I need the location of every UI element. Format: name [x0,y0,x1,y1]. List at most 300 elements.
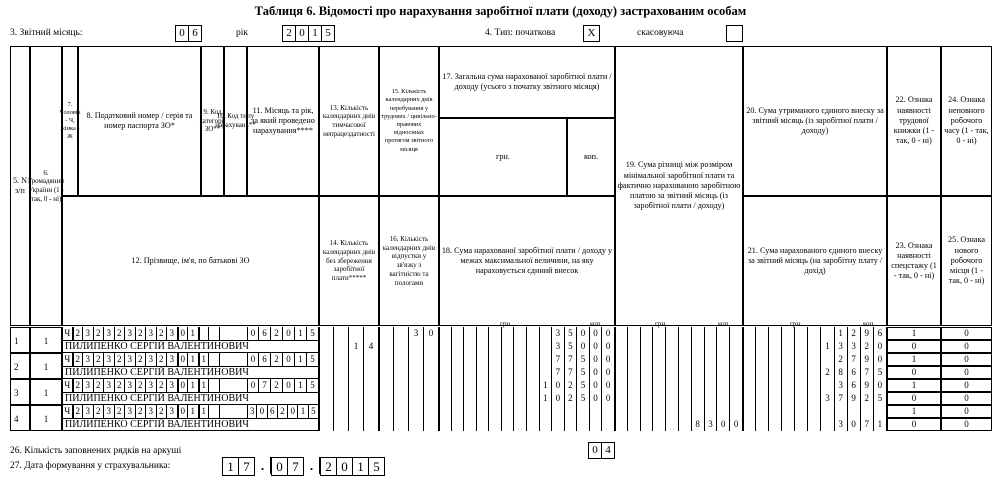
digit [782,340,795,353]
full-name-field[interactable]: ПИЛИПЕНКО СЕРГІЙ ВАЛЕНТИНОВИЧ [62,366,319,379]
digit [364,327,379,340]
digit [349,405,364,418]
tax-id-field[interactable] [73,327,178,340]
digit [409,405,424,418]
digit: 5 [874,392,887,405]
c15-field[interactable] [379,405,439,418]
digit [756,418,769,431]
digit [641,327,654,340]
digit [439,392,452,405]
digit: 0 [602,353,615,366]
digit [477,353,490,366]
digit: 2 [94,327,105,340]
c15-field[interactable] [379,353,439,366]
header-c21: 21. Сума нарахованого єдиного внеску за звітний місяць (на заробітну плату / дохід) [743,196,887,326]
c18-field[interactable] [439,392,615,405]
c17-field[interactable] [439,379,615,392]
c17-field[interactable] [439,327,615,340]
digit [743,405,756,418]
digit [577,418,590,431]
digit: 1 [223,458,239,475]
digit [769,392,782,405]
digit [808,418,821,431]
digit [615,392,628,405]
digit: 7 [565,366,578,379]
c24-cell[interactable]: 0 [941,405,992,418]
c17-field[interactable] [439,353,615,366]
digit [439,405,452,418]
header-c7: 7. Чоловік - Ч, жінка - Ж [62,46,78,196]
digit: 0 [178,327,189,340]
digit [641,340,654,353]
digit [615,327,628,340]
c25-cell[interactable]: 0 [941,366,992,379]
c15-field[interactable] [379,327,439,340]
digit: 2 [73,353,84,366]
digit: 2 [136,353,147,366]
digit: 0 [590,379,603,392]
c24-cell[interactable]: 0 [941,327,992,340]
digit: 2 [321,458,337,475]
c16-field[interactable] [379,392,439,405]
digit [334,340,349,353]
tax-id-field[interactable] [73,353,178,366]
digit [452,353,465,366]
digit [209,405,220,418]
digit [424,353,439,366]
citizen-cell[interactable]: 1 [30,405,62,431]
c14-field[interactable] [319,392,379,405]
digit [743,327,756,340]
c15-field[interactable] [379,379,439,392]
digit [641,418,654,431]
c21-field[interactable] [743,392,887,405]
digit: 0 [424,327,439,340]
digit [489,379,502,392]
c18-field[interactable] [439,418,615,431]
c19-line1-field[interactable] [615,379,743,392]
category-field[interactable] [178,327,199,340]
digit [782,366,795,379]
digit [730,392,743,405]
digit: 3 [125,405,136,418]
year-field[interactable] [282,25,335,42]
type-field[interactable] [199,353,220,366]
c16-field[interactable] [379,366,439,379]
digit [364,366,379,379]
gender-cell[interactable] [62,353,73,366]
digit [502,366,515,379]
digit [795,340,808,353]
digit: 3 [146,353,157,366]
digit [615,418,628,431]
digit [730,340,743,353]
digit: 5 [565,340,578,353]
c22-cell[interactable]: 1 [887,379,941,392]
digit [379,379,394,392]
month-field[interactable] [175,25,202,42]
digit: 0 [552,379,565,392]
digit [628,340,641,353]
digit [514,379,527,392]
digit: 0 [178,405,189,418]
c13-field[interactable] [319,405,379,418]
digit: 1 [821,340,834,353]
c23-cell[interactable]: 0 [887,366,941,379]
digit [692,379,705,392]
digit [602,418,615,431]
rows-count-field[interactable] [588,442,615,459]
c23-cell[interactable]: 0 [887,418,941,431]
digit [319,405,334,418]
digit: 1 [188,353,199,366]
period-field[interactable] [247,353,319,366]
c25-cell[interactable]: 0 [941,340,992,353]
c22-cell[interactable]: 1 [887,327,941,340]
type-field[interactable] [199,379,220,392]
digit: 2 [271,327,283,340]
header-c6: 6. Громадянин України (1 - так, 0 - ні) [30,46,62,326]
digit [209,353,220,366]
digit [364,418,379,431]
digit [628,418,641,431]
category-field[interactable] [178,405,199,418]
digit: 0 [590,340,603,353]
c22-cell[interactable]: 1 [887,405,941,418]
digit: 5 [373,459,380,474]
digit: 1 [874,418,887,431]
digit: 0 [552,392,565,405]
digit: 2 [157,353,168,366]
digit: 3 [83,379,94,392]
full-name-field[interactable]: ПИЛИПЕНКО СЕРГІЙ ВАЛЕНТИНОВИЧ [62,340,319,353]
digit: 1 [295,327,307,340]
c21-field[interactable] [743,366,887,379]
digit [319,353,334,366]
digit [394,418,409,431]
header-c17: 17. Загальна сума нарахованої заробітної плати / доходу (усього з початку звітного місяця) [439,46,615,118]
digit [795,379,808,392]
digit: 6 [848,379,861,392]
digit [349,418,364,431]
digit: 0 [247,379,259,392]
digit [782,327,795,340]
digit [379,366,394,379]
digit: 2 [115,327,126,340]
period-field[interactable] [247,405,319,418]
digit: 2 [835,353,848,366]
type-cancel-checkbox[interactable] [726,25,743,42]
digit [743,340,756,353]
digit [848,405,861,418]
c14-field[interactable] [319,366,379,379]
digit [641,405,654,418]
type-field[interactable] [199,327,220,340]
digit: 7 [861,418,874,431]
c25-cell[interactable]: 0 [941,418,992,431]
digit: 6 [259,327,271,340]
digit [782,418,795,431]
digit [821,327,834,340]
type-initial-checkbox[interactable]: X [583,25,600,42]
c24-cell[interactable]: 0 [941,379,992,392]
c19-line1-field[interactable] [615,327,743,340]
gender-cell[interactable] [62,327,73,340]
c13-field[interactable] [319,379,379,392]
c19-field[interactable] [615,418,743,431]
digit: 7 [848,353,861,366]
digit [439,340,452,353]
record-line-2 [10,392,992,405]
category-field[interactable] [178,379,199,392]
header-c9: 9. Код категорії ЗО** [201,46,224,196]
digit [502,327,515,340]
c22-cell[interactable]: 1 [887,353,941,366]
c21-field[interactable] [743,340,887,353]
digit [717,379,730,392]
type-label: 4. Тип: початкова [485,28,556,38]
digit [615,340,628,353]
digit [527,418,540,431]
digit [756,327,769,340]
digit: 0 [874,379,887,392]
digit [666,418,679,431]
digit [653,353,666,366]
digit: 7 [835,392,848,405]
c18-field[interactable] [439,366,615,379]
digit: 1 [295,379,307,392]
digit: 5 [307,327,319,340]
digit: 6 [259,353,271,366]
digit [514,340,527,353]
c23-cell[interactable]: 0 [887,340,941,353]
sub-grn-19: грн. [655,320,667,328]
digit [394,340,409,353]
c13-field[interactable] [319,353,379,366]
digit [527,405,540,418]
digit: 7 [861,366,874,379]
digit [641,379,654,392]
digit: 0 [590,366,603,379]
digit: 2 [157,379,168,392]
c21-field[interactable] [743,418,887,431]
digit [692,405,705,418]
digit [394,379,409,392]
digit: 3 [167,327,178,340]
digit [319,392,334,405]
digit [424,366,439,379]
digit [666,392,679,405]
digit [679,353,692,366]
digit [705,327,718,340]
digit [199,327,210,340]
digit [628,366,641,379]
digit [705,379,718,392]
c14-field[interactable] [319,418,379,431]
c20-field[interactable] [743,405,887,418]
digit: 3 [552,327,565,340]
header-c25: 25. Ознака нового робочого місця (1 - так, 0 - ні) [941,196,992,326]
digit: 3 [835,418,848,431]
digit [666,353,679,366]
c19-line1-field[interactable] [615,353,743,366]
digit: 0 [288,405,298,418]
digit: 1 [298,405,308,418]
digit [692,340,705,353]
digit [821,379,834,392]
header-c11: 11. Місяць та рік, за який проведено нарахування**** [247,46,319,196]
sub-grn-17: грн. [500,320,512,328]
digit [502,379,515,392]
digit: 3 [167,405,178,418]
full-name-field[interactable]: ПИЛИПЕНКО СЕРГІЙ ВАЛЕНТИНОВИЧ [62,418,319,431]
citizen-cell[interactable]: 1 [30,353,62,379]
digit: 5 [577,392,590,405]
digit [424,405,439,418]
digit: 2 [94,353,105,366]
digit [730,405,743,418]
tax-id-field[interactable] [73,379,178,392]
digit [394,392,409,405]
digit: 3 [552,340,565,353]
digit [628,405,641,418]
digit [489,418,502,431]
digit [514,366,527,379]
c20-field[interactable] [743,379,887,392]
digit: 2 [283,26,296,41]
digit: 0 [178,379,189,392]
c14-field[interactable] [319,340,379,353]
period-field[interactable] [247,379,319,392]
digit [452,327,465,340]
digit [653,392,666,405]
c24-cell[interactable]: 0 [941,353,992,366]
digit: 0 [257,405,267,418]
gender-value: Ч [62,327,73,340]
digit: 6 [268,405,278,418]
c19-field[interactable] [615,366,743,379]
digit: 1 [188,327,199,340]
c19-line1-field[interactable] [615,405,743,418]
digit [452,405,465,418]
digit: 9 [848,392,861,405]
digit: 0 [577,340,590,353]
month-label: 3. Звітний місяць: [10,28,83,38]
c20-field[interactable] [743,353,887,366]
digit [565,405,578,418]
digit [641,392,654,405]
digit: 1 [540,392,553,405]
c16-field[interactable] [379,418,439,431]
digit [705,366,718,379]
gender-value: Ч [62,379,73,392]
digit [717,340,730,353]
digit [795,353,808,366]
digit [502,340,515,353]
digit [666,405,679,418]
c16-field[interactable] [379,340,439,353]
digit: 2 [136,405,147,418]
citizen-cell[interactable]: 1 [30,327,62,353]
c19-field[interactable] [615,340,743,353]
full-name-field[interactable]: ПИЛИПЕНКО СЕРГІЙ ВАЛЕНТИНОВИЧ [62,392,319,405]
digit [653,366,666,379]
digit [349,392,364,405]
digit [795,405,808,418]
tax-id-field[interactable] [73,405,178,418]
digit: 0 [296,26,309,41]
digit [808,392,821,405]
digit [679,379,692,392]
digit: 6 [874,327,887,340]
digit: 9 [861,327,874,340]
digit: 0 [602,379,615,392]
digit [209,327,220,340]
c18-field[interactable] [439,340,615,353]
digit: 3 [146,379,157,392]
digit [692,392,705,405]
c17-field[interactable] [439,405,615,418]
digit [808,405,821,418]
digit: 3 [146,405,157,418]
digit [666,340,679,353]
period-field[interactable] [247,327,319,340]
digit [730,327,743,340]
digit: 2 [115,379,126,392]
sub-kop-19: коп. [718,320,731,328]
digit [477,405,490,418]
gender-cell[interactable] [62,405,73,418]
digit [477,418,490,431]
record-line-1 [10,353,992,366]
digit [319,418,334,431]
digit [464,366,477,379]
digit: 5 [577,379,590,392]
digit: 3 [848,340,861,353]
type-field[interactable] [199,405,220,418]
digit [808,379,821,392]
digit [424,418,439,431]
record-line-1 [10,379,992,392]
c19-field[interactable] [615,392,743,405]
c25-cell[interactable]: 0 [941,392,992,405]
digit [782,353,795,366]
digit [477,327,490,340]
digit: 2 [278,405,288,418]
c20-field[interactable] [743,327,887,340]
c23-cell[interactable]: 0 [887,392,941,405]
gender-cell[interactable] [62,379,73,392]
digit: 0 [602,392,615,405]
c13-field[interactable] [319,327,379,340]
digit: 7 [552,353,565,366]
digit: 0 [602,340,615,353]
digit [452,340,465,353]
digit [730,379,743,392]
citizen-cell[interactable]: 1 [30,379,62,405]
digit: 5 [577,353,590,366]
digit [489,353,502,366]
category-field[interactable] [178,353,199,366]
sub-kop-17: коп. [590,320,603,328]
digit: 2 [73,327,84,340]
digit: 0 [272,458,288,475]
digit: 0 [577,327,590,340]
digit [424,340,439,353]
digit [540,405,553,418]
date-field[interactable]: 1 7 . 0 7 . 2 0 1 5 [222,457,385,476]
digit: 0 [590,353,603,366]
